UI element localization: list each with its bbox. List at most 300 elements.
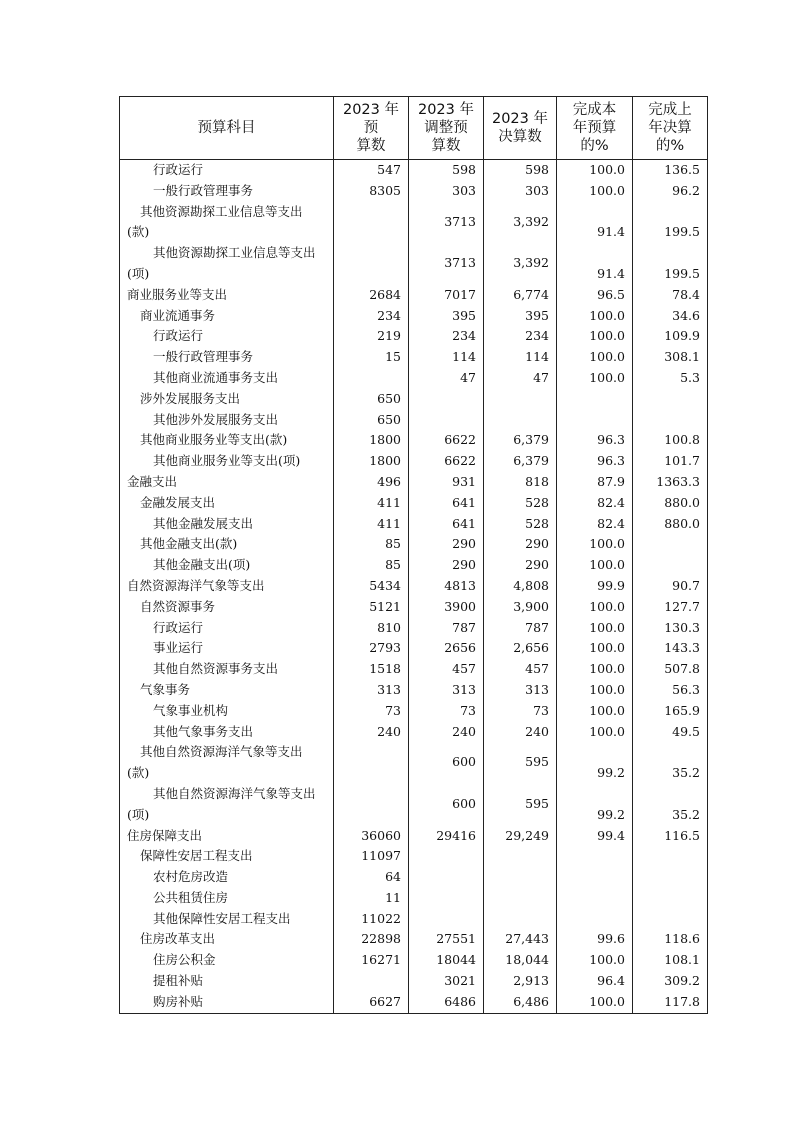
item-name-cell: 其他金融支出(款) [120, 534, 334, 555]
table-row [120, 451, 708, 472]
cell-value: 199.5 [664, 265, 700, 281]
table-row [120, 285, 708, 306]
adjusted-cell: 47 [409, 368, 484, 389]
item-name-cell [120, 202, 334, 244]
pct-last-cell: 130.3 [633, 618, 708, 639]
pct-budget-cell [557, 846, 633, 867]
adjusted-cell: 6486 [409, 992, 484, 1013]
adjusted-cell: 240 [409, 722, 484, 743]
budget-cell [334, 202, 409, 244]
header-pct-last-year [633, 97, 708, 160]
adjusted-cell [409, 742, 484, 784]
cell-value: 600 [452, 754, 476, 770]
header-line: 的% [580, 138, 609, 154]
final-cell [484, 846, 557, 867]
pct-last-cell: 116.5 [633, 826, 708, 847]
table-row [120, 867, 708, 888]
pct-last-cell: 5.3 [633, 368, 708, 389]
adjusted-cell: 18044 [409, 950, 484, 971]
item-name-cell: 涉外发展服务支出 [120, 389, 334, 410]
budget-table-sheet [119, 96, 707, 1014]
pct-last-cell: 136.5 [633, 160, 708, 181]
adjusted-cell: 313 [409, 680, 484, 701]
pct-budget-cell [557, 909, 633, 930]
item-name-cell: 其他金融发展支出 [120, 514, 334, 535]
final-cell: 303 [484, 181, 557, 202]
final-cell: 313 [484, 680, 557, 701]
table-body [120, 160, 708, 1014]
pct-last-cell [633, 534, 708, 555]
final-cell: 4,808 [484, 576, 557, 597]
pct-budget-cell [557, 784, 633, 826]
header-line: 算数 [431, 138, 461, 154]
pct-last-cell [633, 555, 708, 576]
pct-last-cell [633, 742, 708, 784]
item-name-cell: 住房保障支出 [120, 826, 334, 847]
table-row [120, 389, 708, 410]
final-cell: 395 [484, 306, 557, 327]
table-row [120, 826, 708, 847]
adjusted-cell: 3900 [409, 597, 484, 618]
item-name-cell: 公共租赁住房 [120, 888, 334, 909]
item-name-suffix: (款) [127, 765, 150, 781]
pct-budget-cell: 100.0 [557, 680, 633, 701]
table-row [120, 618, 708, 639]
pct-budget-cell: 100.0 [557, 306, 633, 327]
budget-cell: 36060 [334, 826, 409, 847]
budget-cell: 5434 [334, 576, 409, 597]
cell-value: 99.2 [597, 765, 625, 781]
final-cell: 3,900 [484, 597, 557, 618]
pct-budget-cell: 96.3 [557, 430, 633, 451]
table-row [120, 888, 708, 909]
item-name-cell: 其他金融支出(项) [120, 555, 334, 576]
budget-cell: 496 [334, 472, 409, 493]
table-row [120, 680, 708, 701]
final-cell: 240 [484, 722, 557, 743]
item-name-cell [120, 784, 334, 826]
header-budget-2023 [334, 97, 409, 160]
pct-last-cell: 109.9 [633, 326, 708, 347]
pct-budget-cell: 100.0 [557, 347, 633, 368]
table-row [120, 701, 708, 722]
budget-cell: 16271 [334, 950, 409, 971]
budget-cell: 15 [334, 347, 409, 368]
pct-budget-cell [557, 410, 633, 431]
table-row [120, 410, 708, 431]
header-line: 完成本 [572, 102, 617, 118]
adjusted-cell: 6622 [409, 430, 484, 451]
item-name-cell: 商业流通事务 [120, 306, 334, 327]
final-cell: 18,044 [484, 950, 557, 971]
cell-value: 3,392 [513, 255, 549, 271]
table-row [120, 971, 708, 992]
table-header [120, 97, 708, 160]
final-cell [484, 389, 557, 410]
item-name-cell: 其他商业服务业等支出(项) [120, 451, 334, 472]
item-name-cell: 金融支出 [120, 472, 334, 493]
adjusted-cell: 2656 [409, 638, 484, 659]
budget-cell: 219 [334, 326, 409, 347]
adjusted-cell [409, 243, 484, 285]
item-name: 其他自然资源海洋气象等支出 [153, 785, 316, 801]
budget-cell [334, 742, 409, 784]
item-name-cell: 住房公积金 [120, 950, 334, 971]
final-cell: 290 [484, 534, 557, 555]
final-cell: 457 [484, 659, 557, 680]
adjusted-cell: 598 [409, 160, 484, 181]
adjusted-cell: 641 [409, 514, 484, 535]
adjusted-cell: 290 [409, 555, 484, 576]
header-line: 决算数 [498, 129, 542, 145]
pct-budget-cell [557, 742, 633, 784]
pct-last-cell: 1363.3 [633, 472, 708, 493]
budget-cell: 240 [334, 722, 409, 743]
final-cell: 290 [484, 555, 557, 576]
final-cell: 27,443 [484, 929, 557, 950]
final-cell [484, 742, 557, 784]
item-name-cell: 住房改革支出 [120, 929, 334, 950]
pct-budget-cell: 100.0 [557, 597, 633, 618]
table-row [120, 784, 708, 826]
item-name-cell: 其他商业流通事务支出 [120, 368, 334, 389]
final-cell [484, 867, 557, 888]
budget-cell: 2793 [334, 638, 409, 659]
pct-last-cell [633, 784, 708, 826]
adjusted-cell: 4813 [409, 576, 484, 597]
table-row [120, 722, 708, 743]
budget-cell: 650 [334, 410, 409, 431]
item-name-cell: 提租补贴 [120, 971, 334, 992]
pct-last-cell: 56.3 [633, 680, 708, 701]
cell-value: 3713 [444, 255, 476, 271]
final-cell: 598 [484, 160, 557, 181]
table-row [120, 347, 708, 368]
adjusted-cell: 787 [409, 618, 484, 639]
item-name-suffix: (项) [127, 265, 150, 281]
pct-budget-cell: 82.4 [557, 493, 633, 514]
adjusted-cell [409, 846, 484, 867]
pct-last-cell: 100.8 [633, 430, 708, 451]
pct-budget-cell: 100.0 [557, 722, 633, 743]
budget-cell: 5121 [334, 597, 409, 618]
adjusted-cell [409, 202, 484, 244]
item-name-cell: 一般行政管理事务 [120, 347, 334, 368]
item-name-cell: 其他气象事务支出 [120, 722, 334, 743]
item-name-cell: 购房补贴 [120, 992, 334, 1013]
item-name-cell: 其他涉外发展服务支出 [120, 410, 334, 431]
pct-budget-cell: 100.0 [557, 638, 633, 659]
item-name-suffix: (项) [127, 806, 150, 822]
budget-table [119, 96, 708, 1014]
final-cell: 29,249 [484, 826, 557, 847]
header-row [120, 97, 708, 160]
item-name-cell: 行政运行 [120, 160, 334, 181]
table-row [120, 306, 708, 327]
item-name-cell: 行政运行 [120, 326, 334, 347]
adjusted-cell: 29416 [409, 826, 484, 847]
header-line: 完成上 [648, 102, 692, 118]
cell-value: 99.2 [597, 806, 625, 822]
pct-budget-cell: 99.4 [557, 826, 633, 847]
pct-budget-cell: 100.0 [557, 181, 633, 202]
pct-last-cell: 90.7 [633, 576, 708, 597]
final-cell: 528 [484, 493, 557, 514]
pct-budget-cell [557, 243, 633, 285]
pct-budget-cell [557, 867, 633, 888]
final-cell: 6,486 [484, 992, 557, 1013]
final-cell: 2,913 [484, 971, 557, 992]
adjusted-cell: 931 [409, 472, 484, 493]
item-name-cell: 一般行政管理事务 [120, 181, 334, 202]
pct-budget-cell: 96.4 [557, 971, 633, 992]
final-cell [484, 202, 557, 244]
pct-last-cell: 127.7 [633, 597, 708, 618]
pct-budget-cell: 96.5 [557, 285, 633, 306]
table-row [120, 742, 708, 784]
header-line: 算数 [356, 138, 386, 154]
header-line: 2023 年预 [342, 102, 399, 136]
item-name: 其他自然资源海洋气象等支出 [140, 744, 303, 760]
adjusted-cell: 27551 [409, 929, 484, 950]
pct-budget-cell [557, 202, 633, 244]
table-row [120, 326, 708, 347]
item-name: 其他资源勘探工业信息等支出 [140, 203, 303, 219]
budget-cell: 411 [334, 493, 409, 514]
pct-budget-cell: 100.0 [557, 992, 633, 1013]
pct-budget-cell: 100.0 [557, 555, 633, 576]
budget-cell [334, 243, 409, 285]
pct-last-cell [633, 410, 708, 431]
pct-last-cell [633, 888, 708, 909]
header-pct-budget [557, 97, 633, 160]
table-row [120, 659, 708, 680]
table-row [120, 992, 708, 1013]
final-cell: 73 [484, 701, 557, 722]
header-line: 调整预 [424, 120, 468, 136]
item-name-cell [120, 243, 334, 285]
pct-budget-cell: 100.0 [557, 326, 633, 347]
adjusted-cell: 7017 [409, 285, 484, 306]
adjusted-cell [409, 888, 484, 909]
table-row [120, 534, 708, 555]
adjusted-cell [409, 867, 484, 888]
budget-cell: 64 [334, 867, 409, 888]
pct-last-cell: 117.8 [633, 992, 708, 1013]
adjusted-cell: 73 [409, 701, 484, 722]
pct-budget-cell: 100.0 [557, 950, 633, 971]
adjusted-cell: 457 [409, 659, 484, 680]
budget-cell: 11097 [334, 846, 409, 867]
item-name-cell: 金融发展支出 [120, 493, 334, 514]
table-row [120, 368, 708, 389]
pct-last-cell: 96.2 [633, 181, 708, 202]
budget-cell: 810 [334, 618, 409, 639]
final-cell: 2,656 [484, 638, 557, 659]
pct-last-cell [633, 389, 708, 410]
pct-budget-cell: 96.3 [557, 451, 633, 472]
cell-value: 600 [452, 795, 476, 811]
adjusted-cell [409, 410, 484, 431]
adjusted-cell: 303 [409, 181, 484, 202]
adjusted-cell: 641 [409, 493, 484, 514]
budget-cell: 2684 [334, 285, 409, 306]
pct-budget-cell: 100.0 [557, 701, 633, 722]
adjusted-cell: 234 [409, 326, 484, 347]
header-line: 2023 年 [417, 102, 474, 118]
table-row [120, 181, 708, 202]
pct-budget-cell: 100.0 [557, 368, 633, 389]
table-row [120, 597, 708, 618]
budget-cell [334, 971, 409, 992]
budget-cell: 234 [334, 306, 409, 327]
pct-last-cell: 880.0 [633, 493, 708, 514]
table-row [120, 950, 708, 971]
adjusted-cell: 395 [409, 306, 484, 327]
pct-last-cell [633, 243, 708, 285]
item-name-cell: 自然资源海洋气象等支出 [120, 576, 334, 597]
pct-last-cell: 118.6 [633, 929, 708, 950]
budget-cell: 547 [334, 160, 409, 181]
pct-last-cell: 507.8 [633, 659, 708, 680]
item-name-suffix: (款) [127, 224, 150, 240]
cell-value: 3713 [444, 213, 476, 229]
final-cell [484, 888, 557, 909]
cell-value: 199.5 [664, 224, 700, 240]
pct-last-cell: 165.9 [633, 701, 708, 722]
pct-last-cell: 78.4 [633, 285, 708, 306]
budget-cell: 8305 [334, 181, 409, 202]
table-row [120, 576, 708, 597]
final-cell [484, 410, 557, 431]
pct-budget-cell [557, 888, 633, 909]
pct-last-cell: 101.7 [633, 451, 708, 472]
pct-last-cell: 34.6 [633, 306, 708, 327]
header-budget-item [120, 97, 334, 160]
budget-cell: 6627 [334, 992, 409, 1013]
final-cell [484, 243, 557, 285]
budget-cell: 1800 [334, 430, 409, 451]
header-line: 的% [655, 138, 685, 154]
table-row [120, 243, 708, 285]
budget-cell: 1800 [334, 451, 409, 472]
table-row [120, 493, 708, 514]
final-cell [484, 784, 557, 826]
adjusted-cell [409, 909, 484, 930]
table-row [120, 929, 708, 950]
cell-value: 91.4 [597, 224, 625, 240]
item-name-cell: 自然资源事务 [120, 597, 334, 618]
item-name-cell: 农村危房改造 [120, 867, 334, 888]
cell-value: 35.2 [672, 765, 700, 781]
adjusted-cell [409, 389, 484, 410]
budget-cell: 73 [334, 701, 409, 722]
adjusted-cell: 290 [409, 534, 484, 555]
final-cell: 6,774 [484, 285, 557, 306]
header-line: 年决算 [648, 120, 692, 136]
pct-budget-cell [557, 389, 633, 410]
pct-budget-cell: 100.0 [557, 534, 633, 555]
final-cell [484, 909, 557, 930]
table-row [120, 638, 708, 659]
item-name-cell [120, 742, 334, 784]
final-cell: 6,379 [484, 430, 557, 451]
item-name-cell: 商业服务业等支出 [120, 285, 334, 306]
header-line: 年预算 [572, 120, 617, 136]
budget-cell: 313 [334, 680, 409, 701]
pct-last-cell: 880.0 [633, 514, 708, 535]
adjusted-cell: 3021 [409, 971, 484, 992]
header-line: 2023 年 [491, 111, 548, 127]
header-line: 预算科目 [197, 120, 256, 136]
final-cell: 114 [484, 347, 557, 368]
budget-cell [334, 784, 409, 826]
item-name: 其他资源勘探工业信息等支出 [153, 245, 316, 261]
table-row [120, 202, 708, 244]
budget-cell: 85 [334, 534, 409, 555]
pct-last-cell: 108.1 [633, 950, 708, 971]
table-row [120, 514, 708, 535]
pct-last-cell: 308.1 [633, 347, 708, 368]
pct-last-cell [633, 846, 708, 867]
adjusted-cell [409, 784, 484, 826]
table-row [120, 846, 708, 867]
adjusted-cell: 114 [409, 347, 484, 368]
budget-cell: 11 [334, 888, 409, 909]
header-adjusted-2023 [409, 97, 484, 160]
budget-cell: 11022 [334, 909, 409, 930]
item-name-cell: 事业运行 [120, 638, 334, 659]
cell-value: 3,392 [513, 213, 549, 229]
item-name-cell: 气象事业机构 [120, 701, 334, 722]
pct-budget-cell: 87.9 [557, 472, 633, 493]
pct-budget-cell: 82.4 [557, 514, 633, 535]
final-cell: 47 [484, 368, 557, 389]
pct-budget-cell: 99.9 [557, 576, 633, 597]
pct-budget-cell: 100.0 [557, 618, 633, 639]
budget-cell: 1518 [334, 659, 409, 680]
pct-last-cell [633, 909, 708, 930]
item-name-cell: 其他商业服务业等支出(款) [120, 430, 334, 451]
pct-budget-cell: 99.6 [557, 929, 633, 950]
adjusted-cell: 6622 [409, 451, 484, 472]
budget-cell: 85 [334, 555, 409, 576]
cell-value: 35.2 [672, 806, 700, 822]
final-cell: 818 [484, 472, 557, 493]
budget-cell: 411 [334, 514, 409, 535]
item-name-cell: 行政运行 [120, 618, 334, 639]
budget-cell: 650 [334, 389, 409, 410]
table-row [120, 160, 708, 181]
cell-value: 595 [525, 754, 549, 770]
table-row [120, 472, 708, 493]
item-name-cell: 其他保障性安居工程支出 [120, 909, 334, 930]
pct-budget-cell: 100.0 [557, 659, 633, 680]
table-row [120, 430, 708, 451]
budget-cell: 22898 [334, 929, 409, 950]
item-name-cell: 气象事务 [120, 680, 334, 701]
pct-last-cell: 309.2 [633, 971, 708, 992]
pct-last-cell: 143.3 [633, 638, 708, 659]
final-cell: 234 [484, 326, 557, 347]
final-cell: 528 [484, 514, 557, 535]
pct-budget-cell: 100.0 [557, 160, 633, 181]
table-row [120, 909, 708, 930]
pct-last-cell [633, 202, 708, 244]
cell-value: 595 [525, 795, 549, 811]
item-name-cell: 其他自然资源事务支出 [120, 659, 334, 680]
budget-cell [334, 368, 409, 389]
